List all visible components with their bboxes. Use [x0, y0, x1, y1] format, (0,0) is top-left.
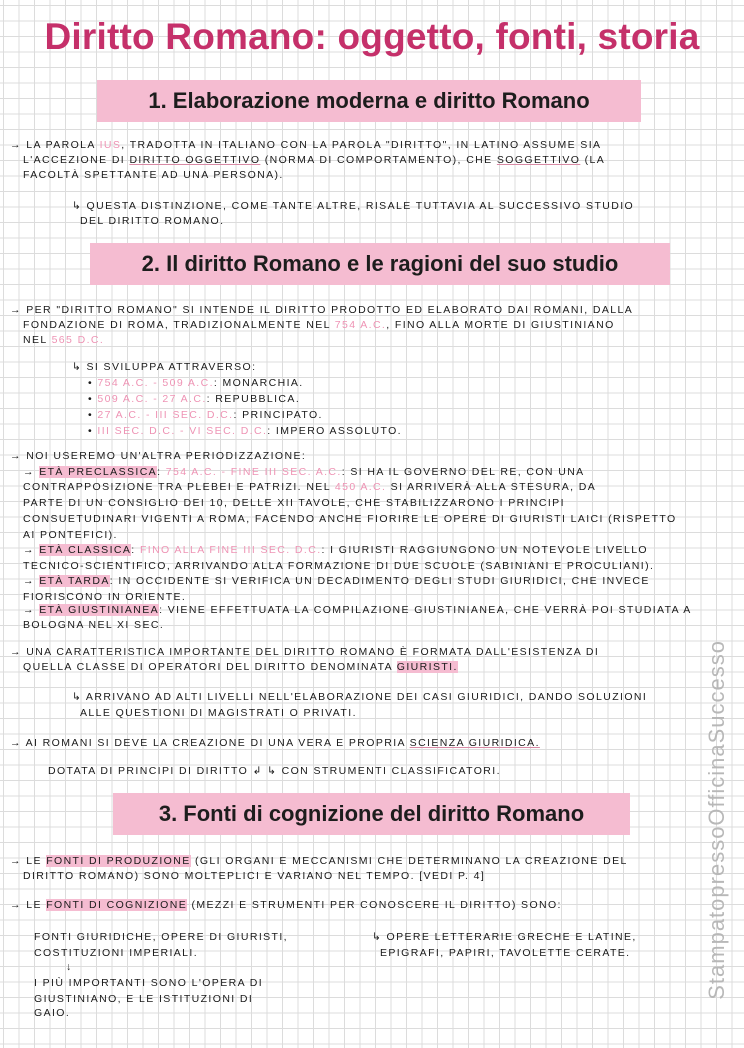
note-text: I PIÙ IMPORTANTI SONO L'OPERA DI — [34, 977, 264, 989]
note-line — [72, 361, 256, 373]
note-text: → — [23, 466, 40, 478]
note-line — [23, 529, 118, 541]
note-text: DEL DIRITTO ROMANO. — [80, 215, 225, 227]
note-text: AI PONTEFICI). — [23, 529, 118, 541]
note-line — [34, 977, 263, 989]
note-text: FACOLTÀ SPETTANTE AD UNA PERSONA). — [23, 169, 284, 181]
underlined-term: SOGGETTIVO — [496, 154, 581, 166]
note-line — [48, 765, 501, 777]
note-text: → AI ROMANI SI DEVE LA CREAZIONE DI UNA VERA E PROPRIA — [10, 737, 410, 749]
note-text: CONTRAPPOSIZIONE TRA PLEBEI E PATRIZI. NEL — [23, 481, 335, 493]
note-text: COSTITUZIONI IMPERIALI. — [34, 947, 199, 959]
note-line — [23, 604, 692, 616]
note-text: , TRADOTTA IN ITALIANO CON LA PAROLA "DIRITTO", IN LATINO ASSUME SIA — [121, 139, 602, 151]
note-text: : REPUBBLICA. — [206, 393, 301, 405]
note-text: → — [23, 575, 40, 587]
note-text: GAIO. — [34, 1007, 71, 1019]
note-line — [23, 169, 284, 181]
note-line — [23, 591, 186, 603]
note-text: EPIGRAFI, PAPIRI, TAVOLETTE CERATE. — [380, 947, 631, 959]
note-line — [10, 855, 628, 867]
note-text: , FINO ALLA MORTE DI GIUSTINIANO — [386, 319, 615, 331]
note-line — [23, 544, 648, 556]
note-line — [23, 154, 605, 166]
note-line — [80, 215, 224, 227]
note-text: • — [88, 377, 98, 389]
note-line — [23, 619, 164, 631]
note-text: : — [157, 466, 166, 478]
note-line — [88, 377, 304, 389]
note-line — [10, 737, 540, 749]
date-text: 754 A.C. - FINE III SEC. A.C. — [165, 466, 342, 478]
note-text: → PER "DIRITTO ROMANO" SI INTENDE IL DIRITTO PRODOTTO ED ELABORATO DAI ROMANI, DALLA — [10, 304, 634, 316]
note-text: QUELLA CLASSE DI OPERATORI DEL DIRITTO DENOMINATA — [23, 661, 397, 673]
highlighted-term: FONTI DI COGNIZIONE — [46, 899, 188, 911]
note-line — [66, 961, 73, 973]
note-line — [34, 993, 253, 1005]
note-text: TECNICO-SCIENTIFICO, ARRIVANDO ALLA FORMAZIONE DI DUE SCUOLE (SABINIANI E PROCULIANI). — [23, 560, 655, 572]
section-heading-2: 2. Il diritto Romano e le ragioni del suo studio — [90, 243, 670, 285]
note-line — [23, 575, 650, 587]
highlighted-term: ETÀ PRECLASSICA — [39, 466, 158, 478]
note-line — [10, 139, 601, 151]
note-text: : PRINCIPATO. — [233, 409, 323, 421]
note-line — [34, 947, 198, 959]
note-line — [10, 899, 562, 911]
date-text: 27 A.C. - III SEC. D.C. — [97, 409, 234, 421]
note-line — [372, 931, 637, 943]
note-line — [10, 304, 633, 316]
note-line — [23, 481, 596, 493]
note-text: : SI HA IL GOVERNO DEL RE, CON UNA — [341, 466, 585, 478]
watermark: StampatopressoOfficinaSuccesso — [704, 640, 729, 1000]
note-line — [72, 691, 647, 703]
note-line — [23, 319, 615, 331]
date-text: IUS — [99, 139, 122, 151]
note-text: ↓ — [66, 961, 73, 973]
note-text: → NOI USEREMO UN'ALTRA PERIODIZZAZIONE: — [10, 450, 307, 462]
date-text: 565 D.C. — [51, 334, 105, 346]
note-line — [10, 646, 599, 658]
note-line — [23, 661, 458, 673]
note-text: ALLE QUESTIONI DI MAGISTRATI O PRIVATI. — [80, 707, 357, 719]
note-text: PARTE DI UN CONSIGLIO DEI 10, DELLE XII TAVOLE, CHE STABILIZZARONO I PRINCIPI — [23, 497, 565, 509]
note-line — [23, 466, 585, 478]
note-text: NEL — [23, 334, 52, 346]
note-line — [10, 450, 306, 462]
note-text: → — [23, 544, 40, 556]
highlighted-term: GIURISTI. — [396, 661, 458, 673]
note-text: L'ACCEZIONE DI — [23, 154, 130, 166]
date-text: 450 A.C. — [334, 481, 387, 493]
note-line — [23, 870, 485, 882]
note-line — [23, 560, 654, 572]
note-line — [34, 1007, 70, 1019]
note-text: : I GIURISTI RAGGIUNGONO UN NOTEVOLE LIVELLO — [321, 544, 648, 556]
note-text: ↳ SI SVILUPPA ATTRAVERSO: — [72, 361, 257, 373]
note-line — [23, 497, 565, 509]
note-text: → LA PAROLA — [10, 139, 100, 151]
note-text: : IN OCCIDENTE SI VERIFICA UN DECADIMENTO DEGLI STUDI GIURIDICI, CHE INVECE — [109, 575, 650, 587]
note-text: • — [88, 425, 98, 437]
note-text: CONSUETUDINARI VIGENTI A ROMA, FACENDO ANCHE FIORIRE LE OPERE DI GIURISTI LAICI (RISPETTO — [23, 513, 677, 525]
highlighted-term: ETÀ CLASSICA — [39, 544, 132, 556]
note-line — [88, 425, 402, 437]
underlined-term: DIRITTO OGGETTIVO — [129, 154, 261, 166]
note-text: BOLOGNA NEL XI SEC. — [23, 619, 165, 631]
note-line — [380, 947, 630, 959]
note-text: ↳ ARRIVANO AD ALTI LIVELLI NELL'ELABORAZIONE DEI CASI GIURIDICI, DANDO SOLUZIONI — [72, 691, 648, 703]
note-text: DOTATA DI PRINCIPI DI DIRITTO ↲ ↳ CON STRUMENTI CLASSIFICATORI. — [48, 765, 501, 777]
note-text: → — [23, 604, 40, 616]
note-line — [88, 393, 300, 405]
note-line — [23, 334, 104, 346]
note-text: ↳ OPERE LETTERARIE GRECHE E LATINE, — [372, 931, 637, 943]
highlighted-term: FONTI DI PRODUZIONE — [46, 855, 191, 867]
note-text: (GLI ORGANI E MECCANISMI CHE DETERMINANO LA CREAZIONE DEL — [190, 855, 628, 867]
note-line — [72, 200, 634, 212]
note-text: GIUSTINIANO, E LE ISTITUZIONI DI — [34, 993, 254, 1005]
note-line — [88, 409, 323, 421]
page-title: Diritto Romano: oggetto, fonti, storia — [44, 16, 700, 57]
note-line — [23, 513, 677, 525]
note-text: → LE — [10, 899, 47, 911]
note-text: : VIENE EFFETTUATA LA COMPILAZIONE GIUSTINIANEA, CHE VERRÀ POI STUDIATA A — [159, 604, 692, 616]
date-text: 754 A.C. — [334, 319, 387, 331]
note-text: • — [88, 409, 98, 421]
date-text: 754 A.C. - 509 A.C. — [97, 377, 214, 389]
note-text: SI ARRIVERÀ ALLA STESURA, DA — [386, 481, 597, 493]
note-text: ↳ QUESTA DISTINZIONE, COME TANTE ALTRE, RISALE TUTTAVIA AL SUCCESSIVO STUDIO — [72, 200, 635, 212]
note-text: (MEZZI E STRUMENTI PER CONOSCERE IL DIRITTO) SONO: — [187, 899, 562, 911]
note-text: (NORMA DI COMPORTAMENTO), CHE — [260, 154, 497, 166]
note-text: FONTI GIURIDICHE, OPERE DI GIURISTI, — [34, 931, 288, 943]
note-text: (LA — [580, 154, 606, 166]
note-text: : MONARCHIA. — [213, 377, 304, 389]
highlighted-term: ETÀ GIUSTINIANEA — [39, 604, 160, 616]
note-text: FONDAZIONE DI ROMA, TRADIZIONALMENTE NEL — [23, 319, 335, 331]
note-text: → UNA CARATTERISTICA IMPORTANTE DEL DIRITTO ROMANO È FORMATA DALL'ESISTENZA DI — [10, 646, 600, 658]
note-text: FIORISCONO IN ORIENTE. — [23, 591, 187, 603]
date-text: III SEC. D.C. - VI SEC. D.C. — [97, 425, 268, 437]
section-heading-1: 1. Elaborazione moderna e diritto Romano — [97, 80, 641, 122]
date-text: 509 A.C. - 27 A.C. — [97, 393, 207, 405]
note-line — [34, 931, 288, 943]
highlighted-term: ETÀ TARDA — [39, 575, 110, 587]
section-heading-3: 3. Fonti di cognizione del diritto Romano — [113, 793, 630, 835]
underlined-term: SCIENZA GIURIDICA. — [409, 737, 540, 749]
date-text: FINO ALLA FINE III SEC. D.C. — [139, 544, 322, 556]
note-line — [80, 707, 357, 719]
note-text: → LE — [10, 855, 47, 867]
note-text: : IMPERO ASSOLUTO. — [267, 425, 402, 437]
note-text: : — [131, 544, 140, 556]
note-text: DIRITTO ROMANO) SONO MOLTEPLICI E VARIANO NEL TEMPO. [VEDI P. 4] — [23, 870, 486, 882]
note-text: • — [88, 393, 98, 405]
